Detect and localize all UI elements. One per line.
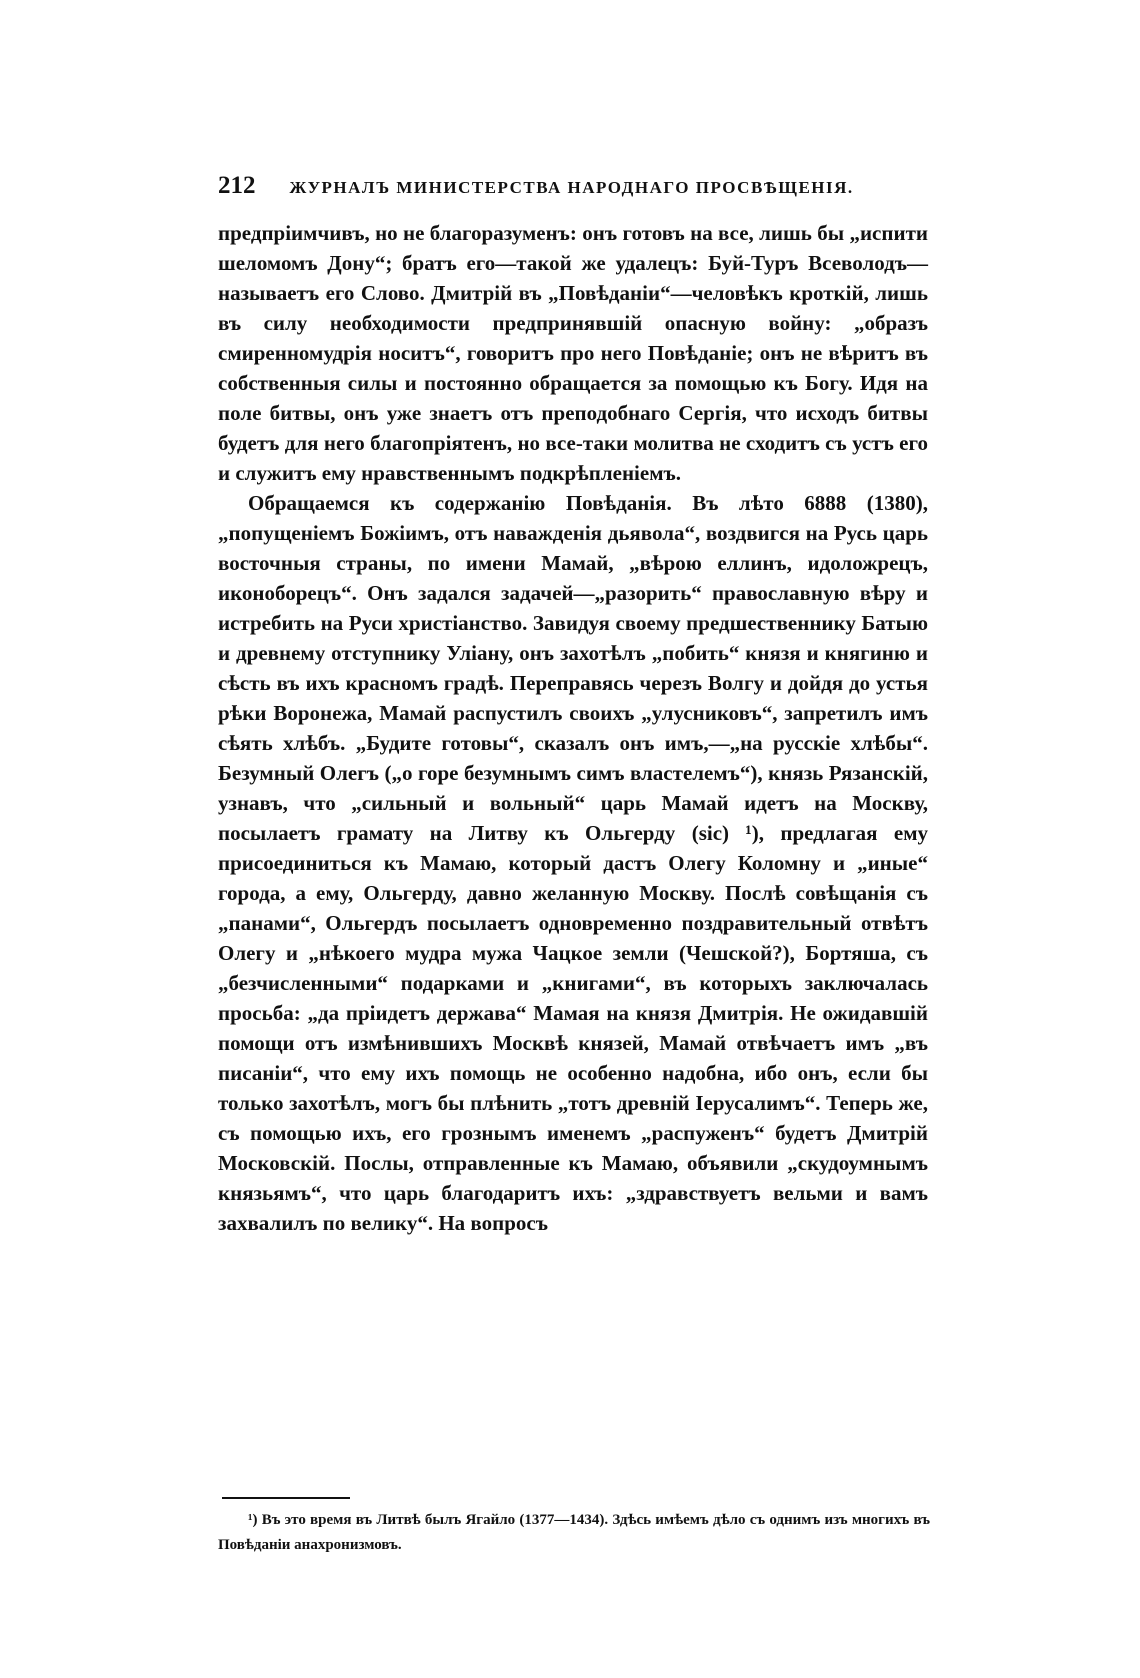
paragraph-content: Обращаемся къ содержанію Повѣданія. Въ лѣто 6888 (1380), „попущеніемъ Божіимъ, отъ наважденія дьявола“, воздвигся на Русь царь восточныя страны, по имени Мамай, „вѣрою еллинъ, идоложрецъ, иконоборецъ“. Онъ задался задачей—„разорить“ православную вѣру и истребить на Руси христіанство. Завидуя своему предшественнику Батыю и древнему отступнику Уліану, онъ захотѣлъ „побить“ князя и княгиню и сѣсть въ ихъ красномъ градѣ. Переправясь черезъ Волгу и дойдя до устья рѣки Воронежа, Мамай распустилъ своихъ „улусниковъ“, запретилъ имъ сѣять хлѣбъ. „Будите готовы“, сказалъ онъ имъ,—„на русскіе хлѣбы“. Безумный Олегъ („о горе безумнымъ симъ властелемъ“), князь Рязанскій, узнавъ, что „сильный и вольный“ царь Мамай идетъ на Москву, посылаетъ грамату на Литву къ Ольгерду (sic) ¹), предлагая ему присоединиться къ Мамаю, который дастъ Олегу Коломну и „иные“ города, а ему, Ольгерду, давно желанную Москву. Послѣ совѣщанія съ „панами“, Ольгердъ посылаетъ одновременно поздравительный отвѣтъ Олегу и „нѣкоего мудра мужа Чацкое земли (Чешской?), Бортяша, съ „безчисленными“ подарками и „книгами“, въ которыхъ заключалась просьба: „да пріидетъ держава“ Мамая на князя Дмитрія. Не ожидавшій помощи отъ измѣнившихъ Москвѣ князей, Мамай отвѣчаетъ имъ „въ писаніи“, что ему ихъ помощь не особенно надобна, ибо онъ, если бы только захотѣлъ, могъ бы плѣнить „тотъ древній Іерусалимъ“. Теперь же, съ помощью ихъ, его грознымъ именемъ „распуженъ“ будетъ Дмитрій Московскій. Послы, отправленные къ Мамаю, объявили „скудоумнымъ князьямъ“, что царь благодаритъ ихъ: „здравствуетъ вельми и вамъ захвалилъ по велику“. На вопросъ bbox=[218, 491, 928, 1235]
page-number: 212 bbox=[218, 172, 256, 199]
body-text bbox=[218, 218, 928, 1238]
journal-title: ЖУРНАЛЪ МИНИСТЕРСТВА НАРОДНАГО ПРОСВѢЩЕНІЯ. bbox=[289, 178, 854, 197]
running-header bbox=[218, 172, 918, 200]
footnote: ¹) Въ это время въ Литвѣ былъ Ягайло (1377—1434). Здѣсь имѣемъ дѣло съ однимъ изъ многихъ въ Повѣданіи анахронизмовъ. bbox=[218, 1512, 930, 1553]
footnote-rule bbox=[222, 1497, 350, 1499]
paragraph-continued: предпріимчивъ, но не благоразуменъ: онъ готовъ на все, лишь бы „испити шеломомъ Дону“; братъ его—такой же удалецъ: Буй-Туръ Всеволодъ—называетъ его Слово. Дмитрій въ „Повѣданіи“—человѣкъ кроткій, лишь въ силу необходимости предпринявшій опасную войну: „образъ смиренномудрія носитъ“, говоритъ про него Повѣданіе; онъ не вѣритъ въ собственныя силы и постоянно обращается за помощью къ Богу. Идя на поле битвы, онъ уже знаетъ отъ преподобнаго Сергія, что исходъ битвы будетъ для него благопріятенъ, но все-таки молитва не сходитъ съ устъ его и служитъ ему нравственнымъ подкрѣпленіемъ. bbox=[218, 221, 928, 485]
